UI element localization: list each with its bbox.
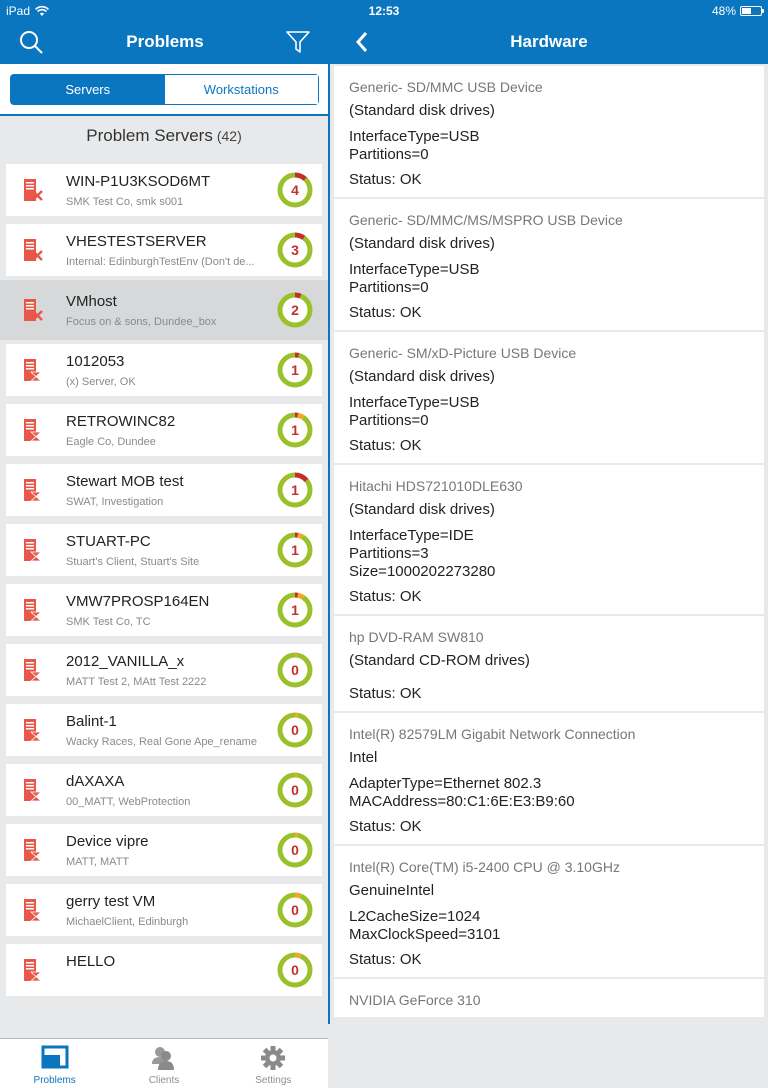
server-hourglass-icon <box>22 358 44 382</box>
server-hourglass-icon <box>22 418 44 442</box>
hardware-property: InterfaceType=USB <box>349 128 480 145</box>
battery-percent: 48% <box>711 4 736 18</box>
battery-icon <box>740 6 762 16</box>
hardware-property: Partitions=0 <box>349 146 429 163</box>
server-card <box>6 944 322 996</box>
server-card <box>6 644 322 696</box>
server-client-site: MATT Test 2, MAtt Test 2222 <box>66 676 207 688</box>
problem-count: 0 <box>291 662 299 678</box>
server-card <box>6 704 322 756</box>
hardware-property: AdapterType=Ethernet 802.3 <box>349 775 542 792</box>
server-card <box>6 344 322 396</box>
server-card <box>6 584 322 636</box>
server-client-site: Focus on & sons, Dundee_box <box>66 316 217 328</box>
hardware-property: MaxClockSpeed=3101 <box>349 926 501 943</box>
segment-container <box>0 64 328 116</box>
hardware-status: Status: OK <box>349 588 422 605</box>
hardware-manufacturer: (Standard disk drives) <box>349 102 495 119</box>
problem-count: 4 <box>291 182 299 198</box>
server-name: dAXAXA <box>66 773 125 790</box>
server-card <box>6 464 322 516</box>
hardware-item <box>334 465 764 616</box>
hardware-name: Intel(R) Core(TM) i5-2400 CPU @ 3.10GHz <box>349 859 620 875</box>
problem-count: 0 <box>291 782 299 798</box>
problem-count: 3 <box>291 242 299 258</box>
server-name: RETROWINC82 <box>66 413 176 430</box>
hardware-status: Status: OK <box>349 685 422 702</box>
tab-settings[interactable] <box>219 1039 328 1088</box>
page-title: Problems <box>126 32 204 51</box>
hardware-item <box>334 199 764 332</box>
server-row[interactable] <box>0 284 328 344</box>
hardware-property: Partitions=3 <box>349 545 429 562</box>
server-row[interactable] <box>0 164 328 224</box>
server-client-site: SMK Test Co, TC <box>66 616 151 628</box>
server-error-icon <box>22 298 44 322</box>
server-name: 1012053 <box>66 353 125 370</box>
hardware-item <box>334 332 764 465</box>
hardware-status: Status: OK <box>349 437 422 454</box>
hardware-properties <box>349 775 749 811</box>
server-row[interactable] <box>0 704 328 764</box>
detail-title: Hardware <box>510 32 588 51</box>
problem-count: 0 <box>291 902 299 918</box>
hardware-list <box>334 66 764 1019</box>
hardware-name: hp DVD-RAM SW810 <box>349 629 484 645</box>
segment-servers[interactable]: Servers <box>11 75 165 104</box>
hardware-property: InterfaceType=USB <box>349 394 480 411</box>
problem-count: 0 <box>291 842 299 858</box>
section-header <box>0 126 328 146</box>
server-hourglass-icon <box>22 598 44 622</box>
server-hourglass-icon <box>22 778 44 802</box>
hardware-status: Status: OK <box>349 304 422 321</box>
hardware-property: Partitions=0 <box>349 412 429 429</box>
server-row[interactable] <box>0 584 328 644</box>
device-name: iPad <box>6 4 31 18</box>
hardware-navbar <box>330 20 768 64</box>
server-card <box>6 764 322 816</box>
hardware-property: MACAddress=80:C1:6E:E3:B9:60 <box>349 793 575 810</box>
hardware-properties <box>349 527 749 581</box>
server-card <box>6 224 322 276</box>
hardware-property: Partitions=0 <box>349 279 429 296</box>
hardware-property: InterfaceType=USB <box>349 261 480 278</box>
server-name: VMhost <box>66 293 117 310</box>
server-card <box>6 404 322 456</box>
problem-count: 1 <box>291 482 299 498</box>
server-card <box>6 824 322 876</box>
filter-icon[interactable] <box>285 29 311 55</box>
hardware-properties <box>349 261 749 297</box>
hardware-manufacturer: (Standard disk drives) <box>349 235 495 252</box>
server-name: HELLO <box>66 953 116 970</box>
clients-icon <box>149 1044 179 1072</box>
hardware-status: Status: OK <box>349 951 422 968</box>
server-error-icon <box>22 178 44 202</box>
server-hourglass-icon <box>22 898 44 922</box>
hardware-name: Intel(R) 82579LM Gigabit Network Connection <box>349 726 636 742</box>
problems-navbar <box>0 20 330 64</box>
hardware-properties <box>349 394 749 430</box>
hardware-manufacturer: (Standard CD-ROM drives) <box>349 652 530 669</box>
server-name: Stewart MOB test <box>66 473 184 490</box>
server-client-site: Eagle Co, Dundee <box>66 436 156 448</box>
server-hourglass-icon <box>22 538 44 562</box>
hardware-item <box>334 713 764 846</box>
problem-count: 0 <box>291 962 299 978</box>
server-hourglass-icon <box>22 838 44 862</box>
tab-problems[interactable] <box>0 1039 109 1088</box>
server-name: VHESTESTSERVER <box>66 233 207 250</box>
server-name: Device vipre <box>66 833 149 850</box>
server-name: STUART-PC <box>66 533 151 550</box>
hardware-name: Hitachi HDS721010DLE630 <box>349 478 523 494</box>
server-row[interactable] <box>0 404 328 464</box>
hardware-name: Generic- SD/MMC/MS/MSPRO USB Device <box>349 212 623 228</box>
server-error-icon <box>22 238 44 262</box>
server-row[interactable] <box>0 224 328 284</box>
hardware-name: Generic- SM/xD-Picture USB Device <box>349 345 577 361</box>
problem-count: 1 <box>291 602 299 618</box>
tab-clients[interactable] <box>109 1039 218 1088</box>
hardware-item <box>334 846 764 979</box>
problems-pane <box>0 64 330 1086</box>
tab-bar <box>0 1038 328 1088</box>
problem-count: 0 <box>291 722 299 738</box>
hardware-properties <box>349 908 749 944</box>
server-row[interactable] <box>0 344 328 404</box>
server-name: gerry test VM <box>66 893 156 910</box>
hardware-manufacturer: GenuineIntel <box>349 882 435 899</box>
hardware-properties <box>349 128 749 164</box>
server-client-site: Wacky Races, Real Gone Ape_rename <box>66 736 257 748</box>
server-row[interactable] <box>0 464 328 524</box>
server-client-site: 00_MATT, WebProtection <box>66 796 191 808</box>
server-client-site: Stuart's Client, Stuart's Site <box>66 556 200 568</box>
hardware-pane <box>330 64 768 1024</box>
hardware-item <box>334 979 764 1019</box>
server-name: 2012_VANILLA_x <box>66 653 185 670</box>
server-list <box>0 164 328 1004</box>
server-client-site: SMK Test Co, smk s001 <box>66 196 184 208</box>
server-type-segmented-control <box>10 74 319 105</box>
tab-problems-label: Problems <box>33 1075 76 1086</box>
hardware-manufacturer: (Standard disk drives) <box>349 501 495 518</box>
problem-count: 1 <box>291 542 299 558</box>
server-card <box>6 164 322 216</box>
server-card <box>6 884 322 936</box>
server-hourglass-icon <box>22 478 44 502</box>
hardware-manufacturer: Intel <box>349 749 378 766</box>
section-title: Problem Servers <box>86 126 213 145</box>
hardware-name: Generic- SD/MMC USB Device <box>349 79 543 95</box>
hardware-property: Size=1000202273280 <box>349 563 496 580</box>
tab-settings-label: Settings <box>255 1075 292 1086</box>
hardware-status: Status: OK <box>349 171 422 188</box>
server-client-site: (x) Server, OK <box>66 376 136 388</box>
clock: 12:53 <box>368 4 400 18</box>
server-client-site: MichaelClient, Edinburgh <box>66 916 189 928</box>
hardware-status: Status: OK <box>349 818 422 835</box>
hardware-manufacturer: (Standard disk drives) <box>349 368 495 385</box>
problems-icon <box>40 1044 70 1072</box>
hardware-property: InterfaceType=IDE <box>349 527 474 544</box>
tab-clients-label: Clients <box>148 1075 180 1086</box>
gear-icon <box>258 1044 288 1072</box>
server-row[interactable] <box>0 764 328 824</box>
hardware-name: NVIDIA GeForce 310 <box>349 992 481 1008</box>
server-client-site: Internal: EdinburghTestEnv (Don't de... <box>66 256 255 268</box>
status-bar <box>0 0 768 20</box>
server-hourglass-icon <box>22 958 44 982</box>
server-name: WIN-P1U3KSOD6MT <box>66 173 211 190</box>
server-row[interactable] <box>0 644 328 704</box>
server-card <box>6 524 322 576</box>
server-hourglass-icon <box>22 658 44 682</box>
hardware-property: L2CacheSize=1024 <box>349 908 481 925</box>
section-count: (42) <box>216 128 242 144</box>
server-row[interactable] <box>0 824 328 884</box>
server-row[interactable] <box>0 944 328 1004</box>
problem-count: 1 <box>291 362 299 378</box>
segment-workstations[interactable]: Workstations <box>165 75 319 104</box>
problem-count: 1 <box>291 422 299 438</box>
server-client-site: SWAT, Investigation <box>66 496 164 508</box>
server-name: VMW7PROSP164EN <box>66 593 210 610</box>
server-client-site: MATT, MATT <box>66 856 130 868</box>
server-name: Balint-1 <box>66 713 117 730</box>
hardware-item <box>334 616 764 713</box>
server-row[interactable] <box>0 524 328 584</box>
problem-count: 2 <box>291 302 299 318</box>
hardware-item <box>334 66 764 199</box>
server-row[interactable] <box>0 884 328 944</box>
server-hourglass-icon <box>22 718 44 742</box>
